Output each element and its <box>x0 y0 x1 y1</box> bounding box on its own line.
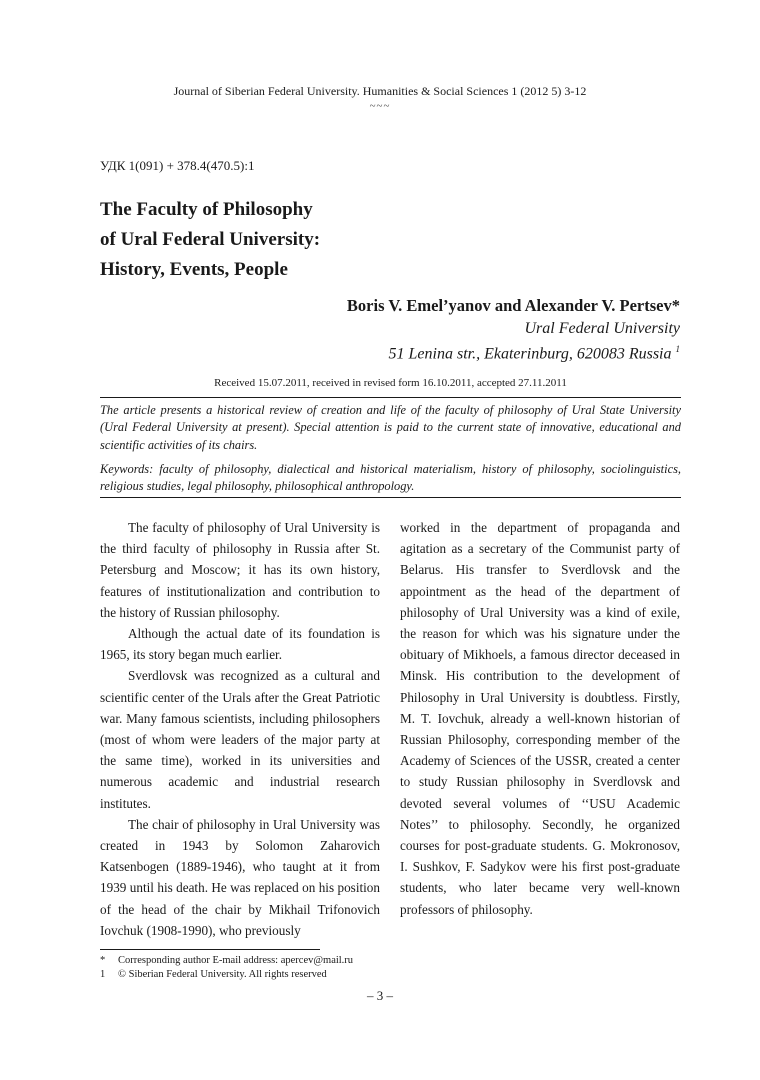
body-paragraph: Although the actual date of its foundation is 1965, its story began much earlier. <box>100 626 380 663</box>
body-column-left <box>100 517 380 941</box>
title-line: History, Events, People <box>100 259 288 280</box>
journal-header: Journal of Siberian Federal University. Humanities & Social Sciences 1 (2012 5) 3-12 <box>173 84 587 98</box>
footnote <box>100 954 353 967</box>
body-column-right <box>400 517 680 920</box>
authors: Boris V. Emel’yanov and Alexander V. Pertsev* <box>346 296 680 315</box>
title-line: of Ural Federal University: <box>100 229 321 250</box>
affiliation <box>389 318 680 364</box>
header-ornament: ~~~ <box>369 100 391 112</box>
footnote-mark: 1 <box>100 969 106 980</box>
received-dates: Received 15.07.2011, received in revised form 16.10.2011, accepted 27.11.2011 <box>214 377 567 389</box>
body-paragraph: worked in the department of propaganda and agitation as a secretary of the Communist party of Belarus. His transfer to Sverdlovsk and the appointment as the head of the department of philosophy of Ural University was a kind of exile, the reason for which was his signature under the obituary of Mikhoels, a famous director deceased in Minsk. His contribution to the development of Philosophy in Ural University is doubtless. Firstly, M. T. Iovchuk, already a well-known historian of Russian Philosophy, corresponding member of the Academy of Sciences of the USSR, created a center to study Russian philosophy in Sverdlovsk and devoted several volumes of ‘‘USU Academic Notes’’ to philosophy. Secondly, he organized courses for post-graduate students. G. Mokronosov, I. Sushkov, F. Sadykov were his first post-graduate students, who later became very well-known professors of philosophy. <box>400 520 680 917</box>
article-title <box>100 195 320 285</box>
abstract-text: The article presents a historical review of creation and life of the faculty of philosophy of Ural State University (Ural Federal University at present). Special attention is paid to the current state of innovative, educational and scientific activities of its chairs. <box>100 403 681 452</box>
footnote-text: Corresponding author E-mail address: apercev@mail.ru <box>118 955 354 966</box>
page-number: – 3 – <box>367 988 393 1003</box>
body-paragraph: The chair of philosophy in Ural University was created in 1943 by Solomon Zaharovich Katsenbogen (1889-1946), who taught at it from 1939 until his death. He was replaced on his position of the head of the chair by Mikhail Trifonovich Iovchuk (1908-1990), who previously <box>100 816 380 938</box>
udk-code: УДК 1(091) + 378.4(470.5):1 <box>100 158 255 173</box>
keywords-text: Keywords: faculty of philosophy, dialectical and historical materialism, history of philosophy, sociolinguistics, religious studies, legal philosophy, philosophical anthropology. <box>100 461 681 494</box>
footnote <box>100 968 327 981</box>
footnote-mark: * <box>100 955 106 966</box>
footnote-rule <box>100 949 320 950</box>
title-line: The Faculty of Philosophy <box>100 199 313 220</box>
footnote-text: © Siberian Federal University. All rights reserved <box>118 969 327 980</box>
abstract-top-rule <box>100 397 681 398</box>
abstract-bottom-rule <box>100 497 681 498</box>
footnote-ref: 1 <box>675 344 680 354</box>
body-paragraph: The faculty of philosophy of Ural University is the third faculty of philosophy in Russia after St. Petersburg and Moscow; it has its own history, features of institutionalization and contribution to the history of Russian philosophy. <box>100 520 380 620</box>
body-paragraph: Sverdlovsk was recognized as a cultural and scientific center of the Urals after the Great Patriotic war. Many famous scientists, including philosophers (most of whom were leaders of the major party at the same time), worked in its universities and numerous academic and industrial research institutes. <box>100 668 380 811</box>
affiliation-university: Ural Federal University <box>524 320 680 337</box>
affiliation-address: 51 Lenina str., Ekaterinburg, 620083 Russia <box>388 345 672 363</box>
abstract-block <box>100 402 681 502</box>
affiliation-address-line <box>389 339 680 364</box>
